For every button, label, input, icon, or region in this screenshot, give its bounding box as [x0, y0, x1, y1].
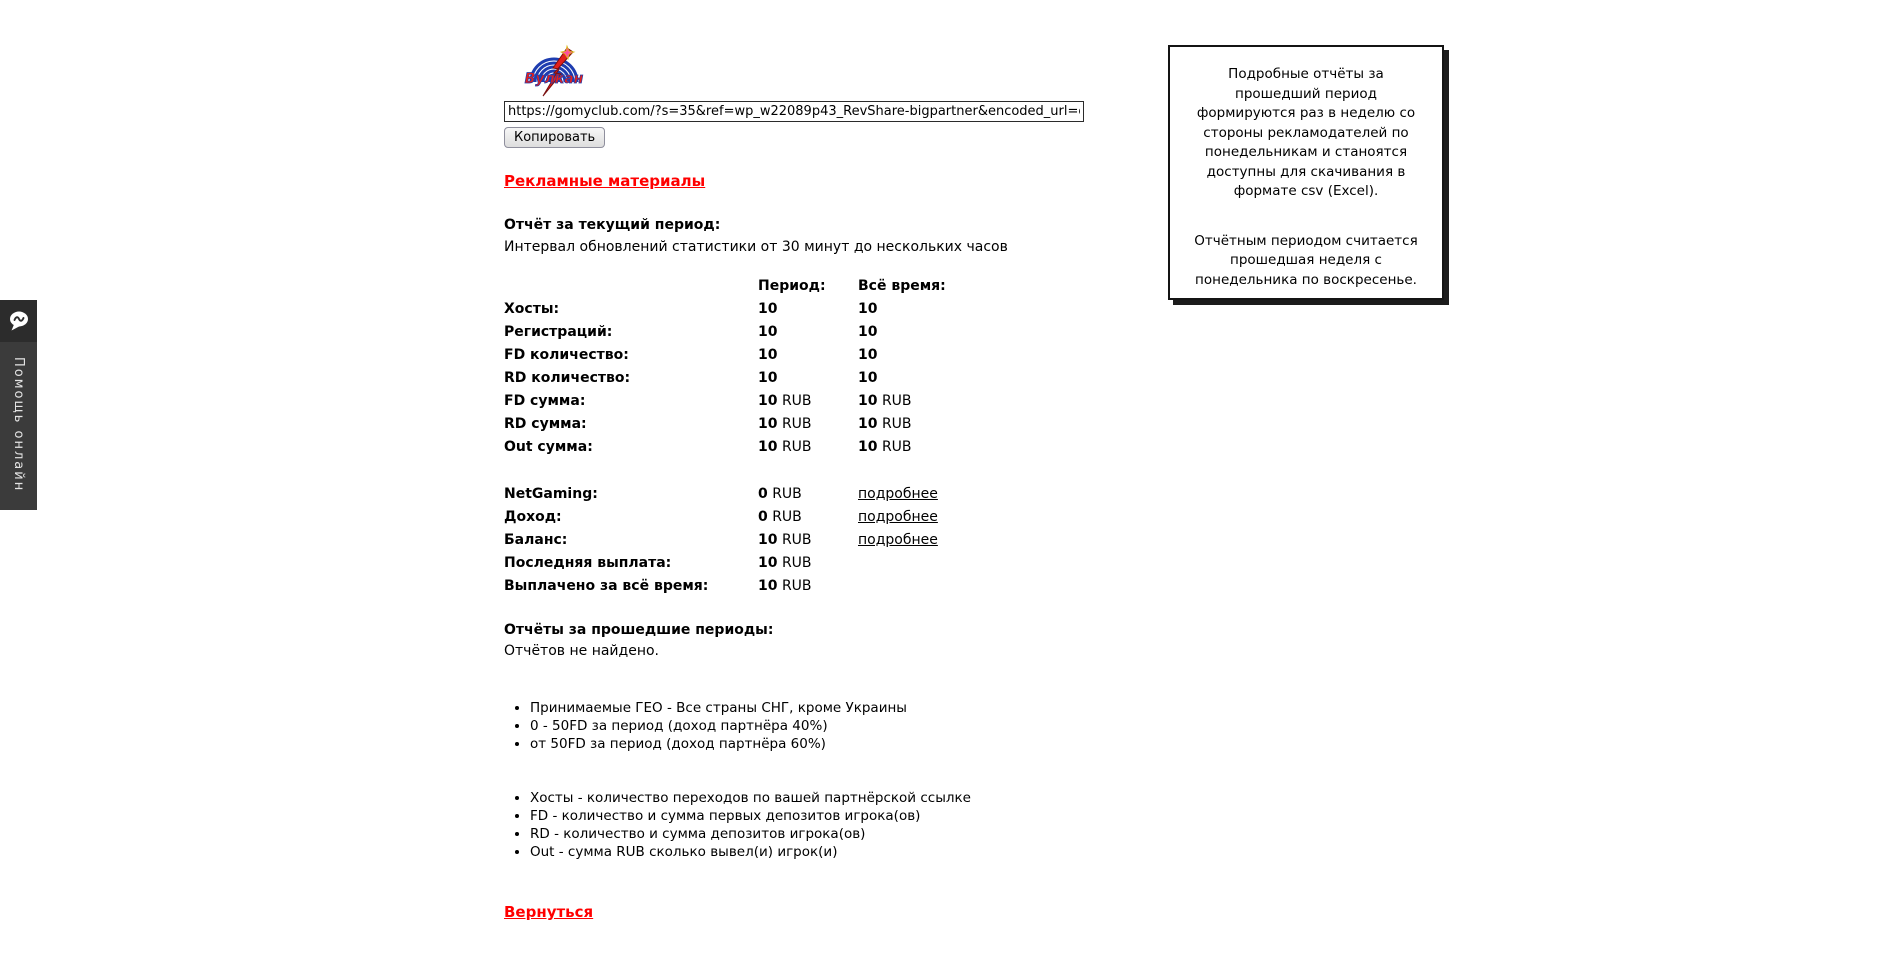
glossary-list-item: • Хосты - количество переходов по вашей партнёрской ссылке	[530, 789, 1144, 807]
stat-period-value: 10 RUB	[758, 393, 812, 409]
summary-value: 0 RUB	[758, 509, 802, 525]
stat-period-value: 10 RUB	[758, 439, 812, 455]
summary-value: 10 RUB	[758, 532, 812, 548]
stat-label: Out сумма:	[504, 439, 593, 455]
details-link[interactable]: подробнее	[858, 532, 938, 548]
past-reports-title: Отчёты за прошедшие периоды:	[504, 622, 774, 638]
vulkan-logo	[523, 44, 587, 98]
main-content	[504, 44, 1144, 921]
summary-label: NetGaming:	[504, 486, 598, 502]
summary-table	[504, 483, 1144, 598]
stat-alltime-value: 10 RUB	[858, 439, 912, 455]
weekly-reports-info-box	[1168, 45, 1444, 300]
chat-bubble-icon	[0, 300, 37, 342]
column-header-period: Период:	[758, 278, 826, 294]
terms-list	[530, 699, 1144, 753]
referral-url-input[interactable]	[504, 101, 1084, 122]
info-paragraph-1: Подробные отчёты за прошедший период формируются раз в неделю со стороны рекламодателей по понедельникам и станоятся доступны для скачивания в формате csv (Excel).	[1196, 66, 1416, 199]
summary-value: 10 RUB	[758, 578, 812, 594]
summary-value: 0 RUB	[758, 486, 802, 502]
summary-label: Баланс:	[504, 532, 568, 548]
stat-label: Хосты:	[504, 301, 560, 317]
glossary-list-item: • Out - сумма RUB сколько вывел(и) игрок(и)	[530, 843, 1144, 861]
stats-table	[504, 275, 1144, 459]
info-paragraph-2: Отчётным периодом считается прошедшая неделя с понедельника по воскресенье.	[1194, 232, 1418, 288]
stat-alltime-value: 10	[858, 347, 878, 363]
column-header-alltime: Всё время:	[858, 278, 946, 294]
summary-label: Последняя выплата:	[504, 555, 672, 571]
past-reports-empty-text: Отчётов не найдено.	[504, 643, 659, 659]
vulkan-logo-image	[523, 44, 587, 98]
stat-alltime-value: 10 RUB	[858, 393, 912, 409]
stat-label: RD количество:	[504, 370, 631, 386]
details-link[interactable]: подробнее	[858, 486, 938, 502]
summary-link-cell	[858, 506, 1028, 529]
stat-period-value: 10 RUB	[758, 416, 812, 432]
terms-list-item: • от 50FD за период (доход партнёра 60%)	[530, 735, 1144, 753]
summary-link-cell	[858, 529, 1028, 552]
stat-alltime-value: 10 RUB	[858, 416, 912, 432]
stat-alltime-value: 10	[858, 301, 878, 317]
stat-period-value: 10	[758, 324, 778, 340]
chat-tab-label: Помощь онлайн	[11, 357, 26, 493]
copy-button[interactable]: Копировать	[504, 127, 605, 148]
promo-materials-link[interactable]: Рекламные материалы	[504, 172, 706, 190]
terms-list-item: • Принимаемые ГЕО - Все страны СНГ, кроме Украины	[530, 699, 1144, 717]
stat-period-value: 10	[758, 347, 778, 363]
help-online-chat-tab[interactable]	[0, 300, 37, 510]
terms-list-item: • 0 - 50FD за период (доход партнёра 40%)	[530, 717, 1144, 735]
stat-label: FD количество:	[504, 347, 629, 363]
stat-period-value: 10	[758, 370, 778, 386]
logo-text: Вулкан	[524, 71, 584, 87]
current-period-title: Отчёт за текущий период:	[504, 217, 721, 233]
stat-alltime-value: 10	[858, 370, 878, 386]
glossary-list-item: • RD - количество и сумма депозитов игрока(ов)	[530, 825, 1144, 843]
current-period-subtitle: Интервал обновлений статистики от 30 минут до нескольких часов	[504, 239, 1008, 255]
details-link[interactable]: подробнее	[858, 509, 938, 525]
summary-label: Выплачено за всё время:	[504, 578, 709, 594]
summary-label: Доход:	[504, 509, 562, 525]
glossary-list-item: • FD - количество и сумма первых депозитов игрока(ов)	[530, 807, 1144, 825]
stat-label: RD сумма:	[504, 416, 587, 432]
stats-corner-cell	[504, 275, 758, 298]
summary-link-cell	[858, 483, 1028, 506]
summary-value: 10 RUB	[758, 555, 812, 571]
stat-label: Регистраций:	[504, 324, 613, 340]
summary-link-cell	[858, 552, 1028, 575]
summary-link-cell	[858, 575, 1028, 598]
stat-period-value: 10	[758, 301, 778, 317]
stat-label: FD сумма:	[504, 393, 586, 409]
back-link[interactable]: Вернуться	[504, 903, 594, 921]
glossary-list	[530, 789, 1144, 861]
stat-alltime-value: 10	[858, 324, 878, 340]
